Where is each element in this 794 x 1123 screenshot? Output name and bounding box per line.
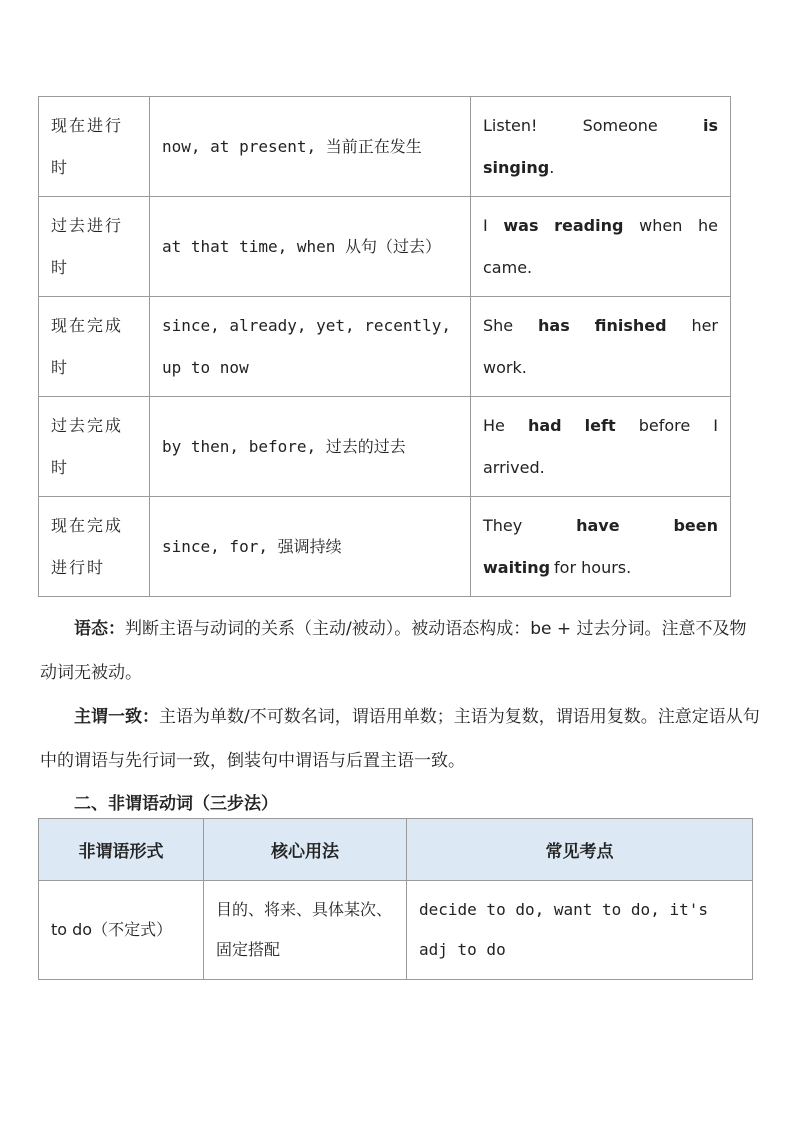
agreement-paragraph — [40, 695, 760, 783]
example-word: arrived. — [483, 457, 545, 477]
example-line — [483, 347, 718, 389]
example-word: I — [713, 415, 718, 435]
example-word: when — [639, 215, 683, 235]
signal-line: since, for, 强调持续 — [162, 536, 342, 556]
tense-name-line: 过去完成 — [51, 415, 124, 435]
header-form: 非谓语形式 — [39, 819, 204, 881]
nonfinite-form: to do（不定式） — [39, 881, 204, 980]
example-line — [483, 547, 718, 589]
example-verb: have — [576, 515, 620, 535]
example-word: He — [483, 415, 505, 435]
header-points: 常见考点 — [407, 819, 753, 881]
signal-line: up to now — [162, 357, 249, 377]
example-word: They — [483, 515, 523, 535]
tense-name — [39, 497, 150, 597]
voice-label: 语态： — [74, 619, 125, 639]
tense-name — [39, 297, 150, 397]
example-line — [483, 247, 718, 289]
tense-name — [39, 97, 150, 197]
nonfinite-points: decide to do, want to do, it's adj to do — [407, 881, 753, 980]
example-word: he — [698, 215, 718, 235]
header-usage: 核心用法 — [204, 819, 407, 881]
example-word: before — [638, 415, 691, 435]
example-verb: is — [702, 115, 718, 135]
tense-name-line: 现在进行 — [51, 115, 124, 135]
example-verb: has — [538, 315, 570, 335]
example-verb: been — [673, 515, 718, 535]
example-word: Someone — [582, 115, 658, 135]
example-word: . — [549, 157, 555, 177]
tense-name-line: 时 — [51, 157, 70, 177]
section-heading: 二、非谓语动词（三步法） — [74, 794, 278, 814]
tense-table-body — [39, 97, 731, 597]
tense-example — [471, 497, 731, 597]
tense-signal-words — [150, 97, 471, 197]
tense-signal-words — [150, 297, 471, 397]
agreement-label: 主谓一致： — [74, 707, 159, 727]
example-word: her — [691, 315, 718, 335]
tense-name-line: 现在完成 — [51, 515, 124, 535]
tense-example — [471, 297, 731, 397]
example-word: Listen! — [483, 115, 538, 135]
example-line — [483, 447, 718, 489]
tense-name-line: 进行时 — [51, 557, 106, 577]
tense-row — [39, 297, 731, 397]
example-line — [483, 505, 718, 547]
nonfinite-usage: 目的、将来、具体某次、固定搭配 — [204, 881, 407, 980]
voice-text: 判断主语与动词的关系（主动/被动）。被动语态构成：be + 过去分词。注意不及物动词无被动。 — [40, 619, 747, 683]
example-verb: waiting — [483, 557, 551, 577]
tense-example — [471, 397, 731, 497]
example-verb: singing — [483, 157, 550, 177]
example-word: work. — [483, 357, 527, 377]
example-verb: left — [584, 415, 616, 435]
nonfinite-table — [38, 818, 753, 980]
tense-row — [39, 197, 731, 297]
tense-name-line: 过去进行 — [51, 215, 124, 235]
example-word: for hours. — [554, 557, 632, 577]
example-verb: was — [503, 215, 539, 235]
example-line — [483, 105, 718, 147]
tense-row — [39, 397, 731, 497]
example-verb: reading — [554, 215, 624, 235]
voice-paragraph — [40, 607, 760, 695]
tense-example — [471, 97, 731, 197]
tense-signal-words — [150, 497, 471, 597]
example-line — [483, 205, 718, 247]
tense-name-line: 现在完成 — [51, 315, 124, 335]
signal-line: by then, before, 过去的过去 — [162, 436, 406, 456]
example-line — [483, 147, 718, 189]
tense-name-line: 时 — [51, 457, 70, 477]
signal-line: at that time, when 从句（过去） — [162, 236, 442, 256]
example-verb: finished — [594, 315, 667, 335]
tense-name-line: 时 — [51, 357, 70, 377]
tense-table — [38, 96, 731, 597]
example-verb: had — [527, 415, 562, 435]
tense-name — [39, 397, 150, 497]
example-word: came. — [483, 257, 533, 277]
tense-row — [39, 497, 731, 597]
tense-name-line: 时 — [51, 257, 70, 277]
example-line — [483, 405, 718, 447]
signal-line: now, at present, 当前正在发生 — [162, 136, 422, 156]
signal-line: since, already, yet, recently, — [162, 315, 451, 335]
agreement-text: 主语为单数/不可数名词，谓语用单数；主语为复数，谓语用复数。注意定语从句中的谓语与先行词一致，倒装句中谓语与后置主语一致。 — [40, 707, 760, 771]
tense-example — [471, 197, 731, 297]
example-word: She — [483, 315, 514, 335]
example-word: I — [483, 215, 488, 235]
tense-row — [39, 97, 731, 197]
example-line — [483, 305, 718, 347]
tense-signal-words — [150, 397, 471, 497]
tense-name — [39, 197, 150, 297]
nonfinite-row — [39, 881, 753, 980]
nonfinite-header-row — [39, 819, 753, 881]
tense-signal-words — [150, 197, 471, 297]
